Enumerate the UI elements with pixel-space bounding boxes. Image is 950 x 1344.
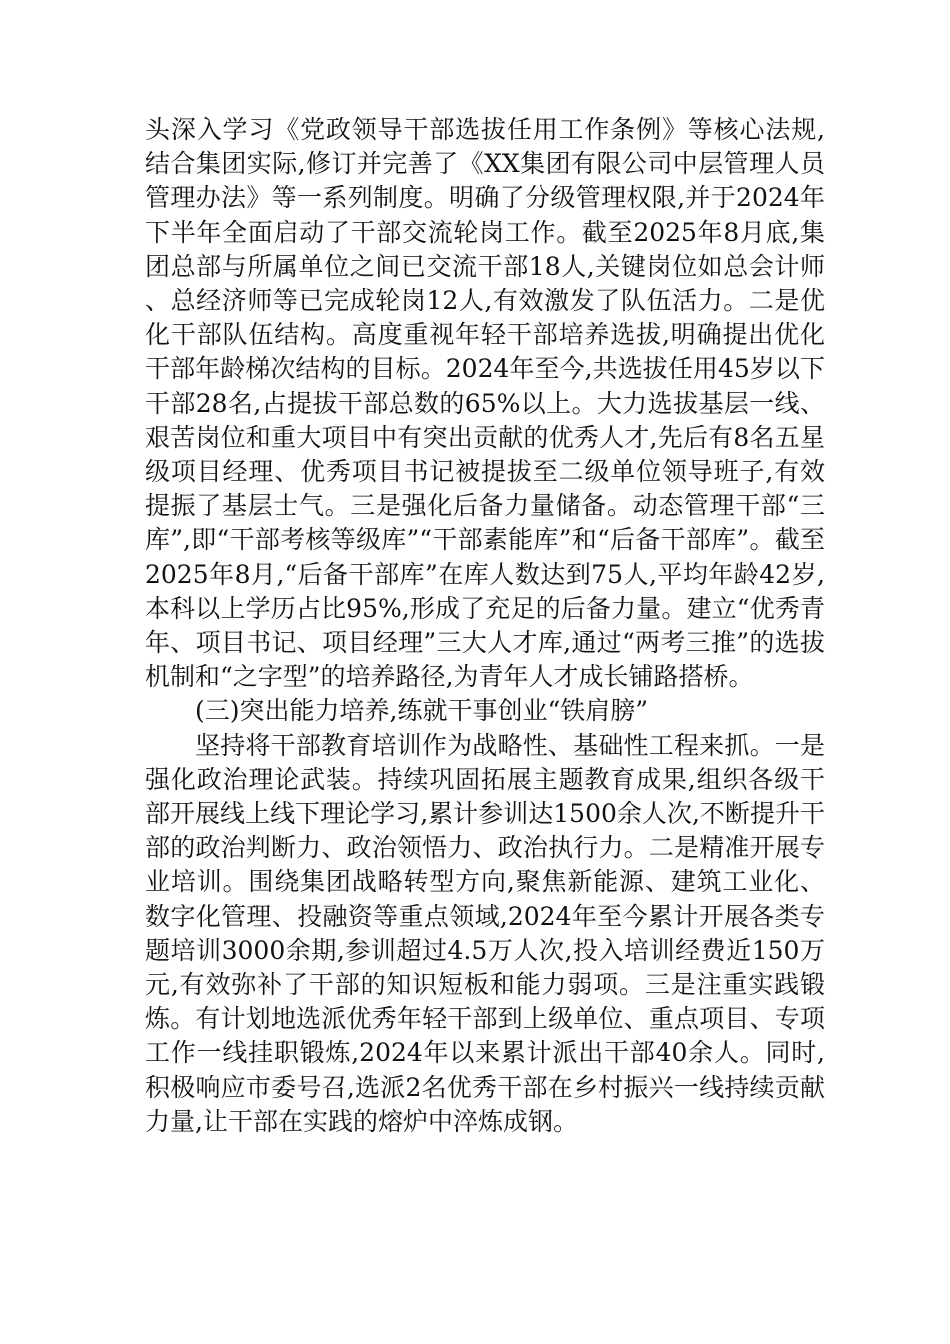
paragraph-cadre-structure: 头深入学习《党政领导干部选拔任用工作条例》等核心法规,结合集团实际,修订并完善了《XX集团有限公司中层管理人员管理办法》等一系列制度。明确了分级管理权限,并于2024年下半年全面启动了干部交流轮岗工作。截至2025年8月底,集团总部与所属单位之间已交流干部18人,关键岗位如总会计师、总经济师等已完成轮岗12人,有效激发了队伍活力。二是优化干部队伍结构。高度重视年轻干部培养选拔,明确提出优化干部年龄梯次结构的目标。2024年至今,共选拔任用45岁以下干部28名,占提拔干部总数的65%以上。大力选拔基层一线、艰苦岗位和重大项目中有突出贡献的优秀人才,先后有8名五星级项目经理、优秀项目书记被提拔至二级单位领导班子,有效提振了基层士气。三是强化后备力量储备。动态管理干部“三库”,即“干部考核等级库”“干部素能库”和“后备干部库”。截至2025年8月,“后备干部库”在库人数达到75人,平均年龄42岁,本科以上学历占比95%,形成了充足的后备力量。建立“优秀青年、项目书记、项目经理”三大人才库,通过“两考三推”的选拔机制和“之字型”的培养路径,为青年人才成长铺路搭桥。 (145, 115, 825, 692)
section-heading-3: (三)突出能力培养,练就干事创业“铁肩膀” (195, 696, 649, 726)
paragraph-training: 坚持将干部教育培训作为战略性、基础性工程来抓。一是强化政治理论武装。持续巩固拓展主题教育成果,组织各级干部开展线上线下理论学习,累计参训达1500余人次,不断提升干部的政治判断力、政治领悟力、政治执行力。二是精准开展专业培训。围绕集团战略转型方向,聚焦新能源、建筑工业化、数字化管理、投融资等重点领域,2024年至今累计开展各类专题培训3000余期,参训超过4.5万人次,投入培训经费近150万元,有效弥补了干部的知识短板和能力弱项。三是注重实践锻炼。有计划地选派优秀年轻干部到上级单位、重点项目、专项工作一线挂职锻炼,2024年以来累计派出干部40余人。同时,积极响应市委号召,选派2名优秀干部在乡村振兴一线持续贡献力量,让干部在实践的熔炉中淬炼成钢。 (145, 730, 825, 1136)
document-body (145, 113, 825, 1139)
